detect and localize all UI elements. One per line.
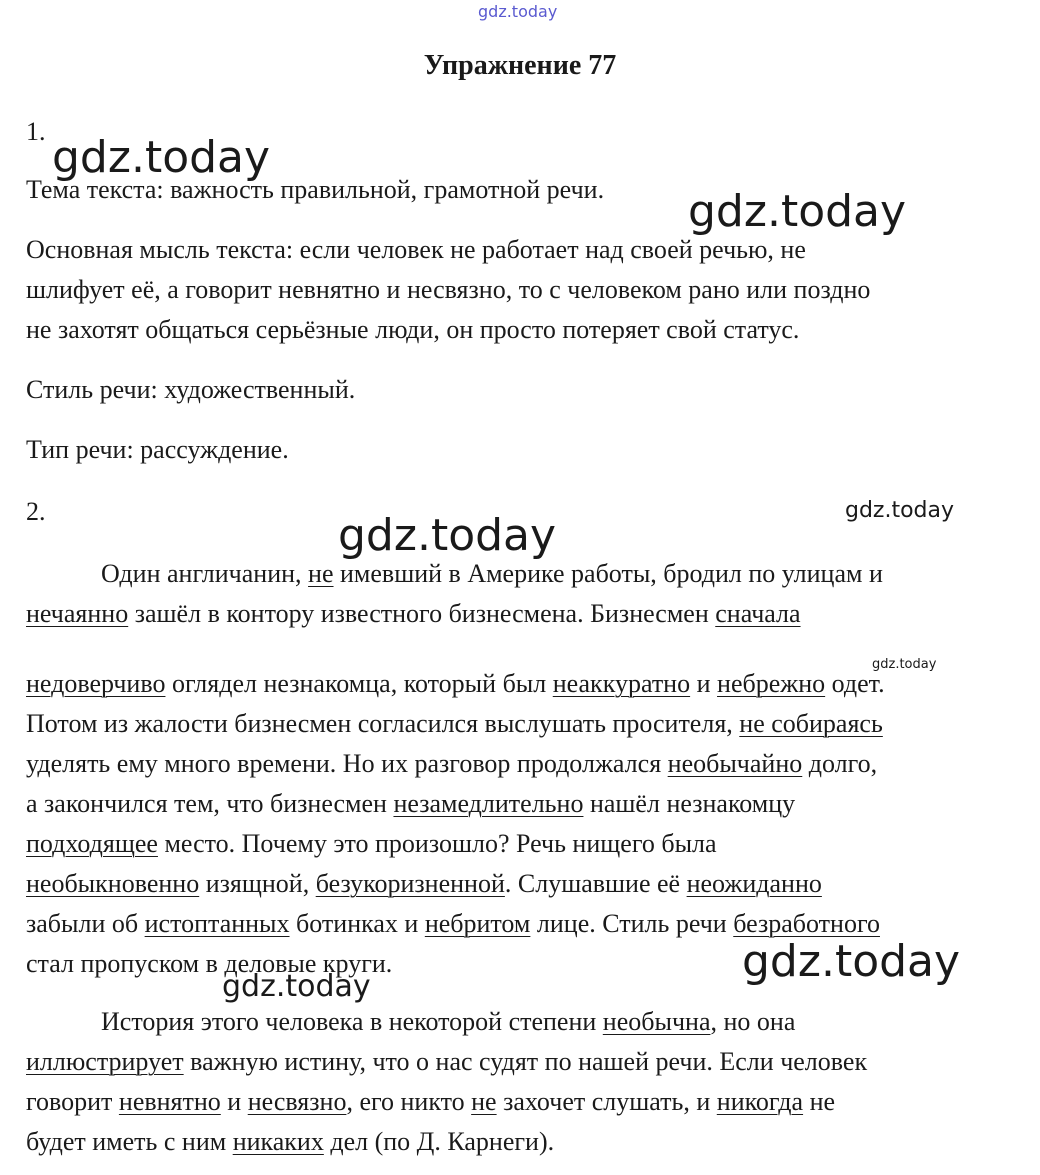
text-line: История этого человека в некоторой степени необычна, но она xyxy=(101,1007,796,1036)
watermark: gdz.today xyxy=(52,132,271,183)
text-line: иллюстрирует важную истину, что о нас судят по нашей речи. Если человек xyxy=(26,1047,868,1076)
watermark: gdz.today xyxy=(845,498,955,523)
watermark: gdz.today xyxy=(742,936,961,987)
text-line: необыкновенно изящной, безукоризненной. Слушавшие её неожиданно xyxy=(26,869,822,898)
watermark: gdz.today xyxy=(872,657,937,672)
text-line: а закончился тем, что бизнесмен незамедлительно нашёл незнакомцу xyxy=(26,789,796,818)
watermark-top: gdz.today xyxy=(478,2,558,21)
text-line: Один англичанин, не имевший в Америке работы, бродил по улицам и xyxy=(101,559,883,588)
watermark: gdz.today xyxy=(338,510,557,561)
conclusion-paragraph xyxy=(26,1002,1026,1162)
theme-line: Тема текста: важность правильной, грамотной речи. xyxy=(26,175,605,204)
text-line: не захотят общаться серьёзные люди, он просто потеряет свой статус. xyxy=(26,315,800,344)
page-title: Упражнение 77 xyxy=(423,50,617,81)
text-line: будет иметь с ним никаких дел (по Д. Карнеги). xyxy=(26,1127,555,1156)
main-idea-paragraph xyxy=(26,230,1026,350)
watermark: gdz.today xyxy=(222,969,371,1004)
text-line: забыли об истоптанных ботинках и небритом лице. Стиль речи безработного xyxy=(26,909,880,938)
style-line: Стиль речи: художественный. xyxy=(26,375,356,404)
story-paragraph-start xyxy=(26,554,1026,634)
text-line: Основная мысль текста: если человек не работает над своей речью, не xyxy=(26,235,806,264)
text-line: недоверчиво оглядел незнакомца, который был неаккуратно и небрежно одет. xyxy=(26,669,885,698)
watermark: gdz.today xyxy=(688,186,907,237)
text-line: Потом из жалости бизнесмен согласился выслушать просителя, не собираясь xyxy=(26,709,883,738)
part2-number: 2. xyxy=(26,497,46,526)
type-line: Тип речи: рассуждение. xyxy=(26,435,289,464)
text-line: подходящее место. Почему это произошло? Речь нищего была xyxy=(26,829,717,858)
part1-number: 1. xyxy=(26,117,46,146)
text-line: говорит невнятно и несвязно, его никто не захочет слушать, и никогда не xyxy=(26,1087,836,1116)
text-line: стал пропуском в деловые круги. xyxy=(26,949,393,978)
text-line: шлифует её, а говорит невнятно и несвязно, то с человеком рано или поздно xyxy=(26,275,871,304)
text-line: уделять ему много времени. Но их разговор продолжался необычайно долго, xyxy=(26,749,878,778)
text-line: нечаянно зашёл в контору известного бизнесмена. Бизнесмен сначала xyxy=(26,599,801,628)
